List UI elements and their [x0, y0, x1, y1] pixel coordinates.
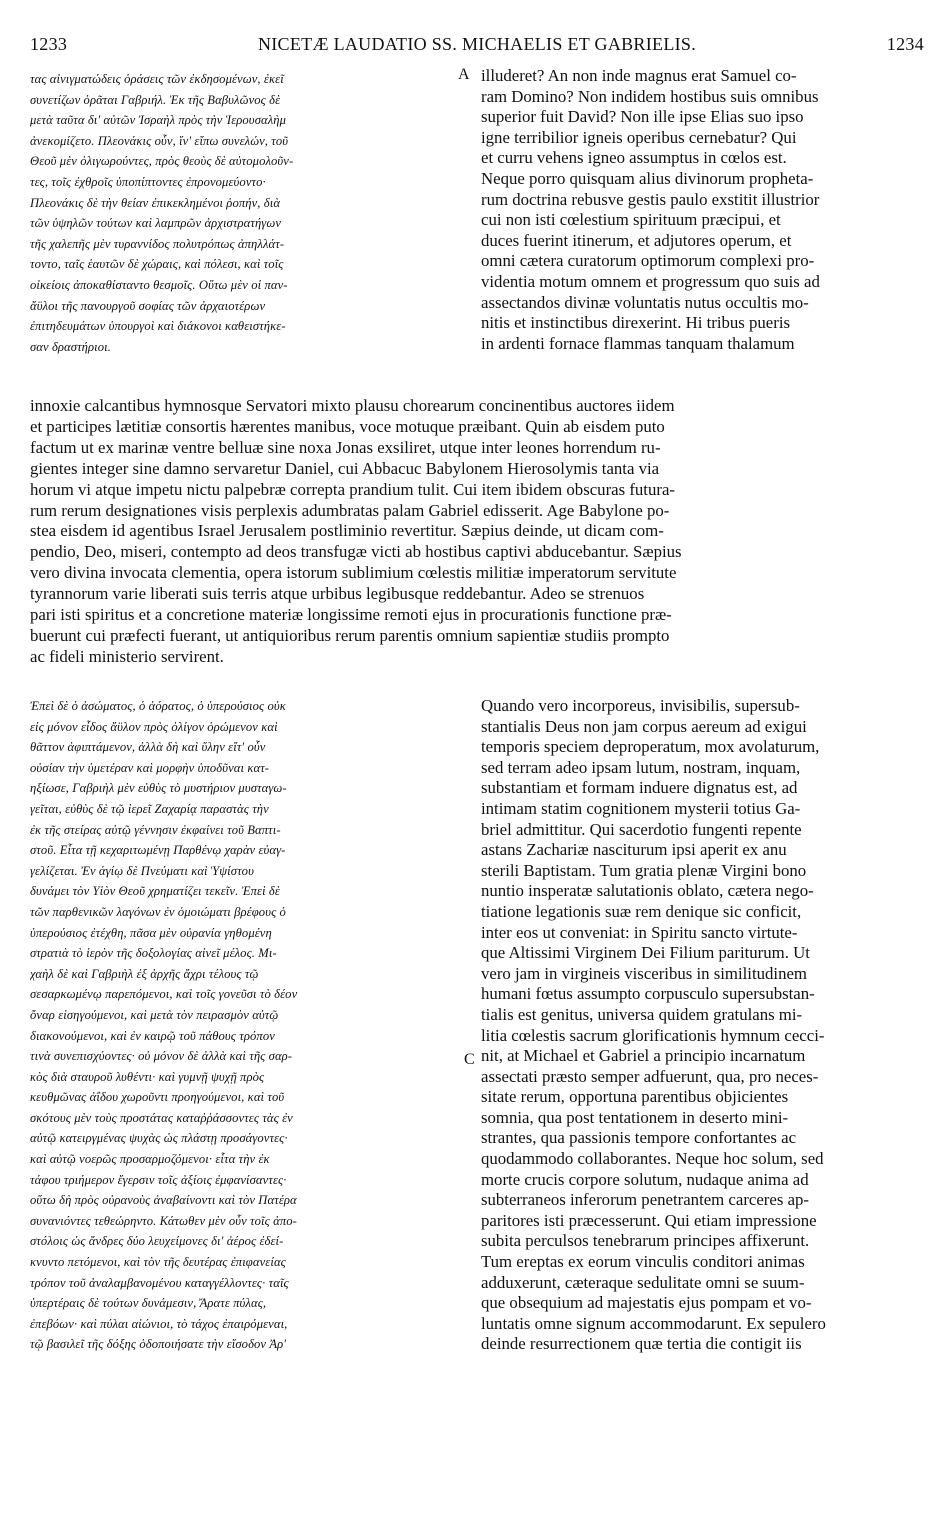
latin-full-width-paragraph: innoxie calcantibus hymnosque Servatori mixto plausu chorearum concinentibus auctores iidem et participes lætitiæ consortis hærentes manibus, voce motuque præibant. Quin ab eisdem puto factum ut ex marinæ ventre belluæ sine noxa Jonas exsiliret, utque inter leones horrendum ru- gientes integer sine damno servaretur Daniel, cui Abbacuc Babylonem Hierosolymis tanta via horum vi atque impetu nictu palpebræ correpta prandium tulit. Cui item ibidem obscuras futura- rum rerum designationes visis perplexis adumbratas palam Gabriel edisserit. Age Babylone po- stea eisdem id agentibus Israel Jerusalem postliminio revertitur. Sæpius deinde, ut dicam com- pendio, Deo, miseri, contempto ad deos transfugæ victi ab hostibus captivi abducebantur. Sæpius vero divina invocata clementia, opera istorum sublimium cœlestis militiæ imperatorum servitute tyrannorum varie liberati suis terris atque urbibus legibusque reddebantur. Adeo se strenuos pari isti spiritus et a concretione materiæ longissime remoti ejus in procurationis functione præ- buerunt cui præfecti fuerant, ut antiquioribus rerum parentis omnium sapientiæ studiis prompto ac fideli ministerio servirent.: [30, 396, 682, 666]
greek-column-top: [30, 69, 460, 389]
greek-paragraph-bottom: Ἐπεὶ δὲ ὁ ἀσώματος, ὁ ἀόρατος, ὁ ὑπερούσιος οὐκ εἰς μόνον εἶδος ἄϋλον πρὸς ὀλίγον ὁρώμενον καὶ θᾶττον ἀφιπτάμενον, ἀλλὰ δὴ καὶ ὕλην εἴτ' οὖν οὐσίαν τὴν ὑμετέραν καὶ μορφὴν ὑποδῦναι κατ- ηξίωσε, Γαβριὴλ μὲν εὐθὺς τὸ μυστήριον μυσταγω- γεῖται, εὐθὺς δὲ τῷ ἱερεῖ Ζαχαρίᾳ παραστὰς τὴν ἐκ τῆς στείρας αὐτῷ γέννησιν ἐκφαίνει τοῦ Βαπτι- στοῦ. Εἶτα τῇ κεχαριτωμένῃ Παρθένῳ χαρὰν εὐαγ- γελίζεται. Ἐν ἁγίῳ δὲ Πνεύματι καὶ Ὑψίστου δυνάμει τὸν Υἱὸν Θεοῦ χρηματίζει τεκεῖν. Ἐπεὶ δὲ τῶν παρθενικῶν λαγόνων ἐν ὁμοιώματι βρέφους ὁ ὑπερούσιος ἐτέχθη, πᾶσα μὲν οὐρανία γηθομένη στρατιὰ τὸ ἱερὸν τῆς δοξολογίας αἰνεῖ μέλος. Μι- χαὴλ δὲ καὶ Γαβριὴλ ἐξ ἀρχῆς ἄχρι τέλους τῷ σεσαρκωμένῳ παρεπόμενοι, καὶ τοῖς γονεῦσι τὸ δέον ὄναρ εἰσηγούμενοι, καὶ μετὰ τὸν πειρασμὸν αὐτῷ διακονούμενοι, καὶ ἐν καιρῷ τοῦ πάθους τρόπον τινὰ συνεπισχύοντες· οὐ μόνον δὲ ἀλλὰ καὶ τῆς σαρ- κὸς διὰ σταυροῦ λυθέντι· καὶ γυμνῇ ψυχῇ πρὸς κευθμῶνας ἀΐδου χωροῦντι προηγούμενοι, καὶ τοῦ σκότους μὲν τοὺς προστάτας καταῤῥάσσοντες τὰς ἐν αὐτῷ κατειργμένας ψυχὰς ὡς πλάστῃ προσάγοντες· καὶ αὐτῷ νοερῶς προσαρμοζόμενοι· εἶτα τὴν ἐκ τάφου τριήμερον ἔγερσιν τοῖς ἀξίοις ἐμφανίσαντες· οὕτω δὴ πρὸς οὐρανοὺς ἀναβαίνοντι καὶ τὸν Πατέρα συνανιόντες τεθεώρηντο. Κάτωθεν μὲν οὖν τοῖς ἀπο- στόλοις ὡς ἄνδρες δύο λευχείμονες δι' ἀέρος ἐδεί- κνυντο πετόμενοι, καὶ τὸν τῆς δευτέρας ἐπιφανείας τρόπον τοῦ ἀναλαμβανομένου καταγγέλλοντες· ταῖς ὑπερτέραις δὲ τούτων δυνάμεσιν, Ἄρατε πύλας, ἐπεβόων· καὶ πύλαι αἰώνιοι, τὸ τάχος ἐπαιρόμεναι, τῷ βασιλεῖ τῆς δόξης ὁδοποιήσατε τὴν εἴσοδον Ἀρ': [30, 699, 298, 1352]
latin-paragraph-top: illuderet? An non inde magnus erat Samuel co- ram Domino? Non indidem hostibus suis omnibus superior fuit David? Non ille ipse Elias suo ipso igne terribilior igneis operibus cernebatur? Qui et curru vehens igneo assumptus in cœlos est. Neque porro quisquam alius divinorum propheta- rum doctrina rebusve gestis paulo exstitit illustrior cui non isti cœlestium spirituum præcipui, et duces fuerint itinerum, et adjutores operum, et omni cætera curatorum optimorum complexi pro- videntia motum omnem et progressum quo suis ad assectandos divinæ voluntatis nutus occultis mo- nitis et instinctibus direxerint. Hi tribus pueris in ardenti fornace flammas tanquam thalamum: [481, 66, 820, 353]
greek-column-bottom: [30, 696, 468, 1526]
section-marker-a: A: [458, 66, 470, 83]
page-number-left: 1233: [30, 34, 68, 54]
page-number-right: 1234: [886, 34, 924, 54]
running-title: NICETÆ LAUDATIO SS. MICHAELIS ET GABRIELIS.: [257, 34, 697, 54]
section-marker-c: C: [464, 1051, 475, 1068]
latin-paragraph-bottom: Quando vero incorporeus, invisibilis, supersub- stantialis Deus non jam corpus aereum ad exigui temporis speciem deproperatum, mox avolaturum, sed terram adeo ipsam lutum, nostram, inquam, substantiam et formam induere dignatus est, ad intimam statim cognitionem mysterii totius Ga- briel admittitur. Qui sacerdotio fungenti repente astans Zachariæ nasciturum ipsi aperit ex anu sterili Baptistam. Tum gratia plenæ Virgini bono nuntio insperatæ salutationis oblato, cætera nego- tiatione legationis suæ rem denique sic conficit, inter eos ut conveniat: in Spiritu sancto virtute- que Altissimi Virginem Dei Filium pariturum. Ut vero jam in virgineis visceribus in similitudinem humani fœtus assumpto corpusculo supersubstan- tialis est genitus, universa quidem gratulans mi- litia cœlestis sacrum glorificationis hymnum cecci- nit, at Michael et Gabriel a principio incarnatum assectati præsto semper adfuerunt, qua, pro neces- sitate rerum, opportuna parentibus objicientes somnia, qua post tentationem in deserto mini- strantes, qua passionis tempore confortantes ac quodammodo collaborantes. Neque hoc solum, sed morte crucis corpore solutum, nudaque anima ad subterraneos inferorum penetrantem carceres ap- paritores isti præcesserunt. Qui etiam impressione subita perculsos tenebrarum principes affixerunt. Tum ereptas ex eorum vinculis conditori animas adduxerunt, cæteraque sedulitate omni se suum- que obsequium ad majestatis ejus pompam et vo- luntatis omne signum accommodarunt. Ex sepulero deinde resurrectionem quæ tertia die contigit iis: [481, 696, 826, 1354]
latin-column-top: [481, 66, 925, 394]
greek-paragraph-top: τας αἰνιγματώδεις ὁράσεις τῶν ἐκδησομένων, ἐκεῖ συνετίζων ὁρᾶται Γαβριήλ. Ἐκ τῆς Βαβυλῶνος δὲ μετὰ ταῦτα δι' αὐτῶν Ἰσραὴλ πρὸς τὴν Ἱερουσαλὴμ ἀνεκομίζετο. Πλεονάκις οὖν, ἵν' εἴπω συνελών, τοῦ Θεοῦ μὲν ὀλιγωρούντες, πρὸς θεοὺς δὲ αὐτομολοῦν- τες, τοῖς ἐχθροῖς ὑποπίπτοντες ἐπρονομεύοντο· Πλεονάκις δὲ τὴν θείαν ἐπικεκλημένοι ῥοπήν, διὰ τῶν ὑψηλῶν τούτων καὶ λαμπρῶν ἀρχιστρατήγων τῆς χαλεπῆς μὲν τυραννίδος πολυτρόπως ἀπηλλάτ- τοντο, ταῖς ἑαυτῶν δὲ χώραις, καὶ πόλεσι, καὶ τοῖς οἰκείοις ἀποκαθίσταντο θεσμοῖς. Οὕτω μὲν οἱ παν- ἄϋλοι τῆς πανουργοῦ σοφίας τῶν ἀρχαιοτέρων ἐπιτηδευμάτων ὑπουργοὶ καὶ διάκονοι καθειστήκε- σαν δραστήριοι.: [30, 72, 294, 354]
latin-column-bottom: [481, 696, 925, 1530]
page-header: [30, 34, 924, 58]
latin-full-width-block: [30, 396, 925, 692]
